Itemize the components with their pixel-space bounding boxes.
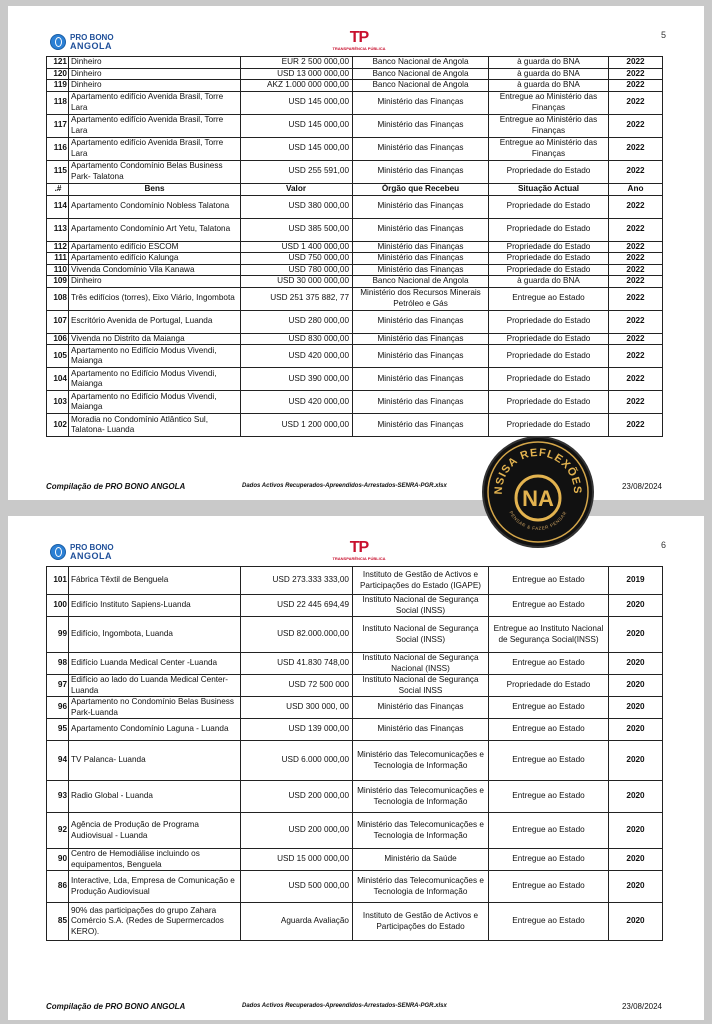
badge-monogram: NA [522, 486, 554, 511]
asset-value: USD 145 000,00 [241, 137, 353, 160]
page-number: 6 [660, 540, 666, 550]
nsisa-reflexoes-badge [482, 436, 594, 548]
logo-line1: PRO BONO [70, 543, 114, 552]
current-status: Propriedade do Estado [489, 241, 609, 253]
table-row [47, 697, 663, 719]
asset-name: Apartamento Condomínio Belas Business Park- Talatona [69, 160, 241, 183]
row-number: 116 [47, 137, 69, 160]
table-row [47, 80, 663, 92]
logo-line1: PRO BONO [70, 33, 114, 42]
table-row [47, 310, 663, 333]
table-row [47, 414, 663, 437]
current-status: Entregue ao Estado [489, 871, 609, 903]
year: 2022 [609, 345, 663, 368]
row-number: 96 [47, 697, 69, 719]
globe-icon [50, 544, 66, 560]
row-number: 111 [47, 253, 69, 265]
current-status: Entregue ao Estado [489, 697, 609, 719]
receiving-body: Ministério das Finanças [353, 218, 489, 241]
document-page-5 [8, 6, 704, 500]
asset-value: USD 6.000 000,00 [241, 741, 353, 781]
row-number: 110 [47, 264, 69, 276]
year: 2022 [609, 333, 663, 345]
asset-name: Apartamento edifício Avenida Brasil, Torre Lara [69, 137, 241, 160]
table-row [47, 264, 663, 276]
current-status: Entregue ao Estado [489, 903, 609, 941]
row-number: 113 [47, 218, 69, 241]
asset-name: Apartamento edifício Kalunga [69, 253, 241, 265]
footer-filename: Dados Activos Recuperados-Apreendidos-Arrestados-SENRA-PGR.xlsx [242, 1003, 447, 1009]
asset-name: Vivenda Condomínio Vila Kanawa [69, 264, 241, 276]
globe-icon [50, 34, 66, 50]
year: 2020 [609, 617, 663, 653]
tp-mark: TP [349, 539, 369, 556]
year: 2020 [609, 675, 663, 697]
receiving-body: Instituto Nacional de Segurança Social (INSS) [353, 617, 489, 653]
year: 2019 [609, 567, 663, 595]
receiving-body: Instituto de Gestão de Activos e Participações do Estado [353, 903, 489, 941]
table-row [47, 218, 663, 241]
asset-name: Apartamento edifício ESCOM [69, 241, 241, 253]
year: 2020 [609, 697, 663, 719]
current-status: Propriedade do Estado [489, 414, 609, 437]
table-row [47, 903, 663, 941]
year: 2020 [609, 871, 663, 903]
table-row [47, 391, 663, 414]
row-number: 114 [47, 195, 69, 218]
table-row [47, 595, 663, 617]
asset-value: USD 1 200 000,00 [241, 414, 353, 437]
row-number: 121 [47, 57, 69, 69]
year: 2022 [609, 68, 663, 80]
receiving-body: Banco Nacional de Angola [353, 57, 489, 69]
table-row [47, 741, 663, 781]
asset-name: Apartamento Condomínio Nobless Talatona [69, 195, 241, 218]
year: 2022 [609, 276, 663, 288]
table-row [47, 91, 663, 114]
receiving-body: Ministério das Finanças [353, 91, 489, 114]
receiving-body: Ministério das Finanças [353, 391, 489, 414]
table-row [47, 849, 663, 871]
asset-name: Apartamento Condomínio Art Yetu, Talatona [69, 218, 241, 241]
receiving-body: Ministério das Finanças [353, 195, 489, 218]
current-status: Entregue ao Estado [489, 595, 609, 617]
row-number: 90 [47, 849, 69, 871]
asset-value: USD 380 000,00 [241, 195, 353, 218]
badge-title: NSISA REFLEXÕES [492, 446, 584, 495]
table-row [47, 781, 663, 813]
receiving-body: Ministério das Finanças [353, 241, 489, 253]
row-number: 108 [47, 287, 69, 310]
asset-name: Escritório Avenida de Portugal, Luanda [69, 310, 241, 333]
row-number: 100 [47, 595, 69, 617]
receiving-body: Ministério das Finanças [353, 310, 489, 333]
year: 2020 [609, 813, 663, 849]
receiving-body: Ministério das Finanças [353, 253, 489, 265]
asset-name: Apartamento edifício Avenida Brasil, Torre Lara [69, 114, 241, 137]
footer-filename: Dados Activos Recuperados-Apreendidos-Arrestados-SENRA-PGR.xlsx [242, 483, 447, 489]
asset-name: Moradia no Condomínio Atlântico Sul, Talatona- Luanda [69, 414, 241, 437]
year: 2022 [609, 218, 663, 241]
probono-logo [50, 540, 114, 564]
row-number: .# [47, 183, 69, 195]
footer-date: 23/08/2024 [621, 482, 662, 491]
receiving-body: Banco Nacional de Angola [353, 276, 489, 288]
receiving-body: Instituto Nacional de Segurança Nacional (INSS) [353, 653, 489, 675]
assets-table [46, 566, 663, 941]
table-row [47, 333, 663, 345]
asset-value: USD 780 000,00 [241, 264, 353, 276]
table-row [47, 675, 663, 697]
asset-value: EUR 2 500 000,00 [241, 57, 353, 69]
asset-name: 90% das participações do grupo Zahara Comércio S.A. (Redes de Supermercados KERO). [69, 903, 241, 941]
footer-compilation: Compilação de PRO BONO ANGOLA [46, 1002, 186, 1011]
row-number: 115 [47, 160, 69, 183]
receiving-body: Instituto Nacional de Segurança Social (INSS) [353, 595, 489, 617]
year: 2022 [609, 368, 663, 391]
current-status: Entregue ao Estado [489, 781, 609, 813]
current-status: Entregue ao Estado [489, 813, 609, 849]
year: 2022 [609, 264, 663, 276]
receiving-body: Ministério das Finanças [353, 333, 489, 345]
receiving-body: Ministério das Telecomunicações e Tecnologia de Informação [353, 871, 489, 903]
table-row [47, 137, 663, 160]
transparencia-logo [332, 540, 386, 561]
assets-table [46, 56, 663, 437]
row-number: 104 [47, 368, 69, 391]
asset-name: Edifício ao lado do Luanda Medical Center-Luanda [69, 675, 241, 697]
table-row [47, 195, 663, 218]
receiving-body: Ministério das Finanças [353, 114, 489, 137]
asset-name: Apartamento Condomínio Laguna - Luanda [69, 719, 241, 741]
row-number: 85 [47, 903, 69, 941]
table-row [47, 368, 663, 391]
row-number: 101 [47, 567, 69, 595]
year: 2022 [609, 241, 663, 253]
receiving-body: Ministério das Finanças [353, 345, 489, 368]
logo-line2: ANGOLA [70, 41, 112, 51]
tp-subtitle: TRANSPARÊNCIA PÚBLICA [332, 46, 386, 51]
current-status: Entregue ao Estado [489, 849, 609, 871]
year: 2020 [609, 595, 663, 617]
current-status: Entregue ao Ministério das Finanças [489, 137, 609, 160]
current-status: à guarda do BNA [489, 80, 609, 92]
asset-name: Edifício Luanda Medical Center -Luanda [69, 653, 241, 675]
year: 2022 [609, 114, 663, 137]
asset-value: USD 200 000,00 [241, 781, 353, 813]
asset-value: USD 273.333 333,00 [241, 567, 353, 595]
transparencia-logo [332, 30, 386, 51]
asset-value: USD 200 000,00 [241, 813, 353, 849]
asset-name: Apartamento edifício Avenida Brasil, Torre Lara [69, 91, 241, 114]
year: 2022 [609, 80, 663, 92]
page-header [8, 516, 704, 568]
asset-name: Vivenda no Distrito da Maianga [69, 333, 241, 345]
asset-value: USD 82.000.000,00 [241, 617, 353, 653]
asset-value: USD 420 000,00 [241, 391, 353, 414]
receiving-body: Ministério da Saúde [353, 849, 489, 871]
receiving-body: Ministério das Finanças [353, 719, 489, 741]
row-number: 112 [47, 241, 69, 253]
row-number: 98 [47, 653, 69, 675]
table-row [47, 345, 663, 368]
asset-name: TV Palanca- Luanda [69, 741, 241, 781]
row-number: 109 [47, 276, 69, 288]
year: 2020 [609, 653, 663, 675]
tp-mark: TP [349, 29, 369, 46]
asset-name: Dinheiro [69, 276, 241, 288]
receiving-body: Ministério das Finanças [353, 160, 489, 183]
asset-value: USD 420 000,00 [241, 345, 353, 368]
asset-name: Dinheiro [69, 80, 241, 92]
asset-value: USD 30 000 000,00 [241, 276, 353, 288]
asset-value: USD 255 591,00 [241, 160, 353, 183]
current-status: Propriedade do Estado [489, 675, 609, 697]
asset-name: Apartamento no Edifício Modus Vivendi, Maianga [69, 368, 241, 391]
receiving-body: Banco Nacional de Angola [353, 68, 489, 80]
table-row [47, 57, 663, 69]
asset-name: Fábrica Têxtil de Benguela [69, 567, 241, 595]
asset-name: Interactive, Lda, Empresa de Comunicação e Produção Audiovisual [69, 871, 241, 903]
asset-name: Apartamento no Condomínio Belas Business Park-Luanda [69, 697, 241, 719]
current-status: Propriedade do Estado [489, 391, 609, 414]
receiving-body: Banco Nacional de Angola [353, 80, 489, 92]
receiving-body: Ministério das Finanças [353, 414, 489, 437]
asset-name: Centro de Hemodiálise incluindo os equipamentos, Benguela [69, 849, 241, 871]
current-status: Entregue ao Estado [489, 287, 609, 310]
page-number: 5 [660, 30, 666, 40]
page-header [8, 6, 704, 58]
current-status: Entregue ao Estado [489, 741, 609, 781]
row-number: 119 [47, 80, 69, 92]
receiving-body: Ministério dos Recursos Minerais Petróleo e Gás [353, 287, 489, 310]
current-status: Propriedade do Estado [489, 264, 609, 276]
year: 2020 [609, 903, 663, 941]
table-row [47, 813, 663, 849]
row-number: 120 [47, 68, 69, 80]
year: 2020 [609, 781, 663, 813]
current-status: Propriedade do Estado [489, 310, 609, 333]
asset-value: USD 390 000,00 [241, 368, 353, 391]
asset-name: Dinheiro [69, 57, 241, 69]
row-number: 94 [47, 741, 69, 781]
year: 2022 [609, 310, 663, 333]
asset-value: USD 385 500,00 [241, 218, 353, 241]
year: 2020 [609, 719, 663, 741]
asset-name: Edifício, Ingombota, Luanda [69, 617, 241, 653]
year: 2020 [609, 741, 663, 781]
current-status: Entregue ao Estado [489, 719, 609, 741]
asset-value: USD 500 000,00 [241, 871, 353, 903]
receiving-body: Instituto de Gestão de Activos e Participações do Estado (IGAPE) [353, 567, 489, 595]
receiving-body: Ministério das Finanças [353, 137, 489, 160]
row-number: 105 [47, 345, 69, 368]
asset-value: AKZ 1.000 000 000,00 [241, 80, 353, 92]
logo-line2: ANGOLA [70, 551, 112, 561]
asset-value: USD 750 000,00 [241, 253, 353, 265]
receiving-body: Ministério das Telecomunicações e Tecnologia de Informação [353, 813, 489, 849]
current-status: Propriedade do Estado [489, 195, 609, 218]
year: 2022 [609, 91, 663, 114]
asset-name: Edifício Instituto Sapiens-Luanda [69, 595, 241, 617]
asset-value: USD 13 000 000,00 [241, 68, 353, 80]
receiving-body: Ministério das Telecomunicações e Tecnologia de Informação [353, 781, 489, 813]
current-status: Entregue ao Ministério das Finanças [489, 114, 609, 137]
table-row [47, 287, 663, 310]
receiving-body: Órgão que Recebeu [353, 183, 489, 195]
table-row [47, 114, 663, 137]
asset-value: USD 15 000 000,00 [241, 849, 353, 871]
table-row [47, 68, 663, 80]
row-number: 86 [47, 871, 69, 903]
table-row [47, 241, 663, 253]
asset-value: Valor [241, 183, 353, 195]
year: 2022 [609, 57, 663, 69]
table-row [47, 719, 663, 741]
current-status: Entregue ao Ministério das Finanças [489, 91, 609, 114]
current-status: à guarda do BNA [489, 276, 609, 288]
receiving-body: Instituto Nacional de Segurança Social INSS [353, 675, 489, 697]
year: 2022 [609, 195, 663, 218]
asset-name: Apartamento no Edifício Modus Vivendi, Maianga [69, 345, 241, 368]
receiving-body: Ministério das Finanças [353, 264, 489, 276]
row-number: 118 [47, 91, 69, 114]
receiving-body: Ministério das Telecomunicações e Tecnologia de Informação [353, 741, 489, 781]
asset-value: USD 251 375 882, 77 [241, 287, 353, 310]
receiving-body: Ministério das Finanças [353, 697, 489, 719]
current-status: Entregue ao Instituto Nacional de Segurança Social(INSS) [489, 617, 609, 653]
asset-value: USD 1 400 000,00 [241, 241, 353, 253]
current-status: Entregue ao Estado [489, 653, 609, 675]
asset-name: Três edifícios (torres), Eixo Viário, Ingombota [69, 287, 241, 310]
row-number: 95 [47, 719, 69, 741]
year: 2022 [609, 391, 663, 414]
receiving-body: Ministério das Finanças [353, 368, 489, 391]
current-status: Propriedade do Estado [489, 218, 609, 241]
footer-date: 23/08/2024 [621, 1002, 662, 1011]
asset-name: Apartamento no Edifício Modus Vivendi, Maianga [69, 391, 241, 414]
year: 2022 [609, 137, 663, 160]
document-page-6 [8, 516, 704, 1020]
year: Ano [609, 183, 663, 195]
table-row [47, 160, 663, 183]
row-number: 102 [47, 414, 69, 437]
row-number: 106 [47, 333, 69, 345]
row-number: 107 [47, 310, 69, 333]
current-status: Entregue ao Estado [489, 567, 609, 595]
current-status: Propriedade do Estado [489, 345, 609, 368]
tp-subtitle: TRANSPARÊNCIA PÚBLICA [332, 556, 386, 561]
year: 2022 [609, 287, 663, 310]
asset-value: USD 830 000,00 [241, 333, 353, 345]
current-status: Propriedade do Estado [489, 333, 609, 345]
asset-name: Dinheiro [69, 68, 241, 80]
asset-value: USD 22 445 694,49 [241, 595, 353, 617]
asset-value: USD 280 000,00 [241, 310, 353, 333]
row-number: 93 [47, 781, 69, 813]
row-number: 99 [47, 617, 69, 653]
row-number: 92 [47, 813, 69, 849]
asset-value: USD 41.830 748,00 [241, 653, 353, 675]
table-row [47, 653, 663, 675]
table-row [47, 276, 663, 288]
asset-name: Bens [69, 183, 241, 195]
asset-name: Agência de Produção de Programa Audiovisual - Luanda [69, 813, 241, 849]
current-status: à guarda do BNA [489, 68, 609, 80]
table-row [47, 871, 663, 903]
asset-value: Aguarda Avaliação [241, 903, 353, 941]
current-status: Propriedade do Estado [489, 253, 609, 265]
asset-value: USD 139 000,00 [241, 719, 353, 741]
asset-value: USD 145 000,00 [241, 91, 353, 114]
current-status: Propriedade do Estado [489, 160, 609, 183]
probono-logo [50, 30, 114, 54]
table-row [47, 617, 663, 653]
row-number: 103 [47, 391, 69, 414]
current-status: Situação Actual [489, 183, 609, 195]
row-number: 117 [47, 114, 69, 137]
table-row [47, 253, 663, 265]
year: 2022 [609, 253, 663, 265]
row-number: 97 [47, 675, 69, 697]
asset-value: USD 300 000, 00 [241, 697, 353, 719]
asset-value: USD 145 000,00 [241, 114, 353, 137]
badge-subtitle: PENSAR & FAZER PENSAR [508, 510, 568, 532]
footer-compilation: Compilação de PRO BONO ANGOLA [46, 482, 186, 491]
year: 2020 [609, 849, 663, 871]
table-row [47, 567, 663, 595]
year: 2022 [609, 414, 663, 437]
table-header-row [47, 183, 663, 195]
year: 2022 [609, 160, 663, 183]
asset-value: USD 72 500 000 [241, 675, 353, 697]
asset-name: Radio Global - Luanda [69, 781, 241, 813]
current-status: Propriedade do Estado [489, 368, 609, 391]
current-status: à guarda do BNA [489, 57, 609, 69]
